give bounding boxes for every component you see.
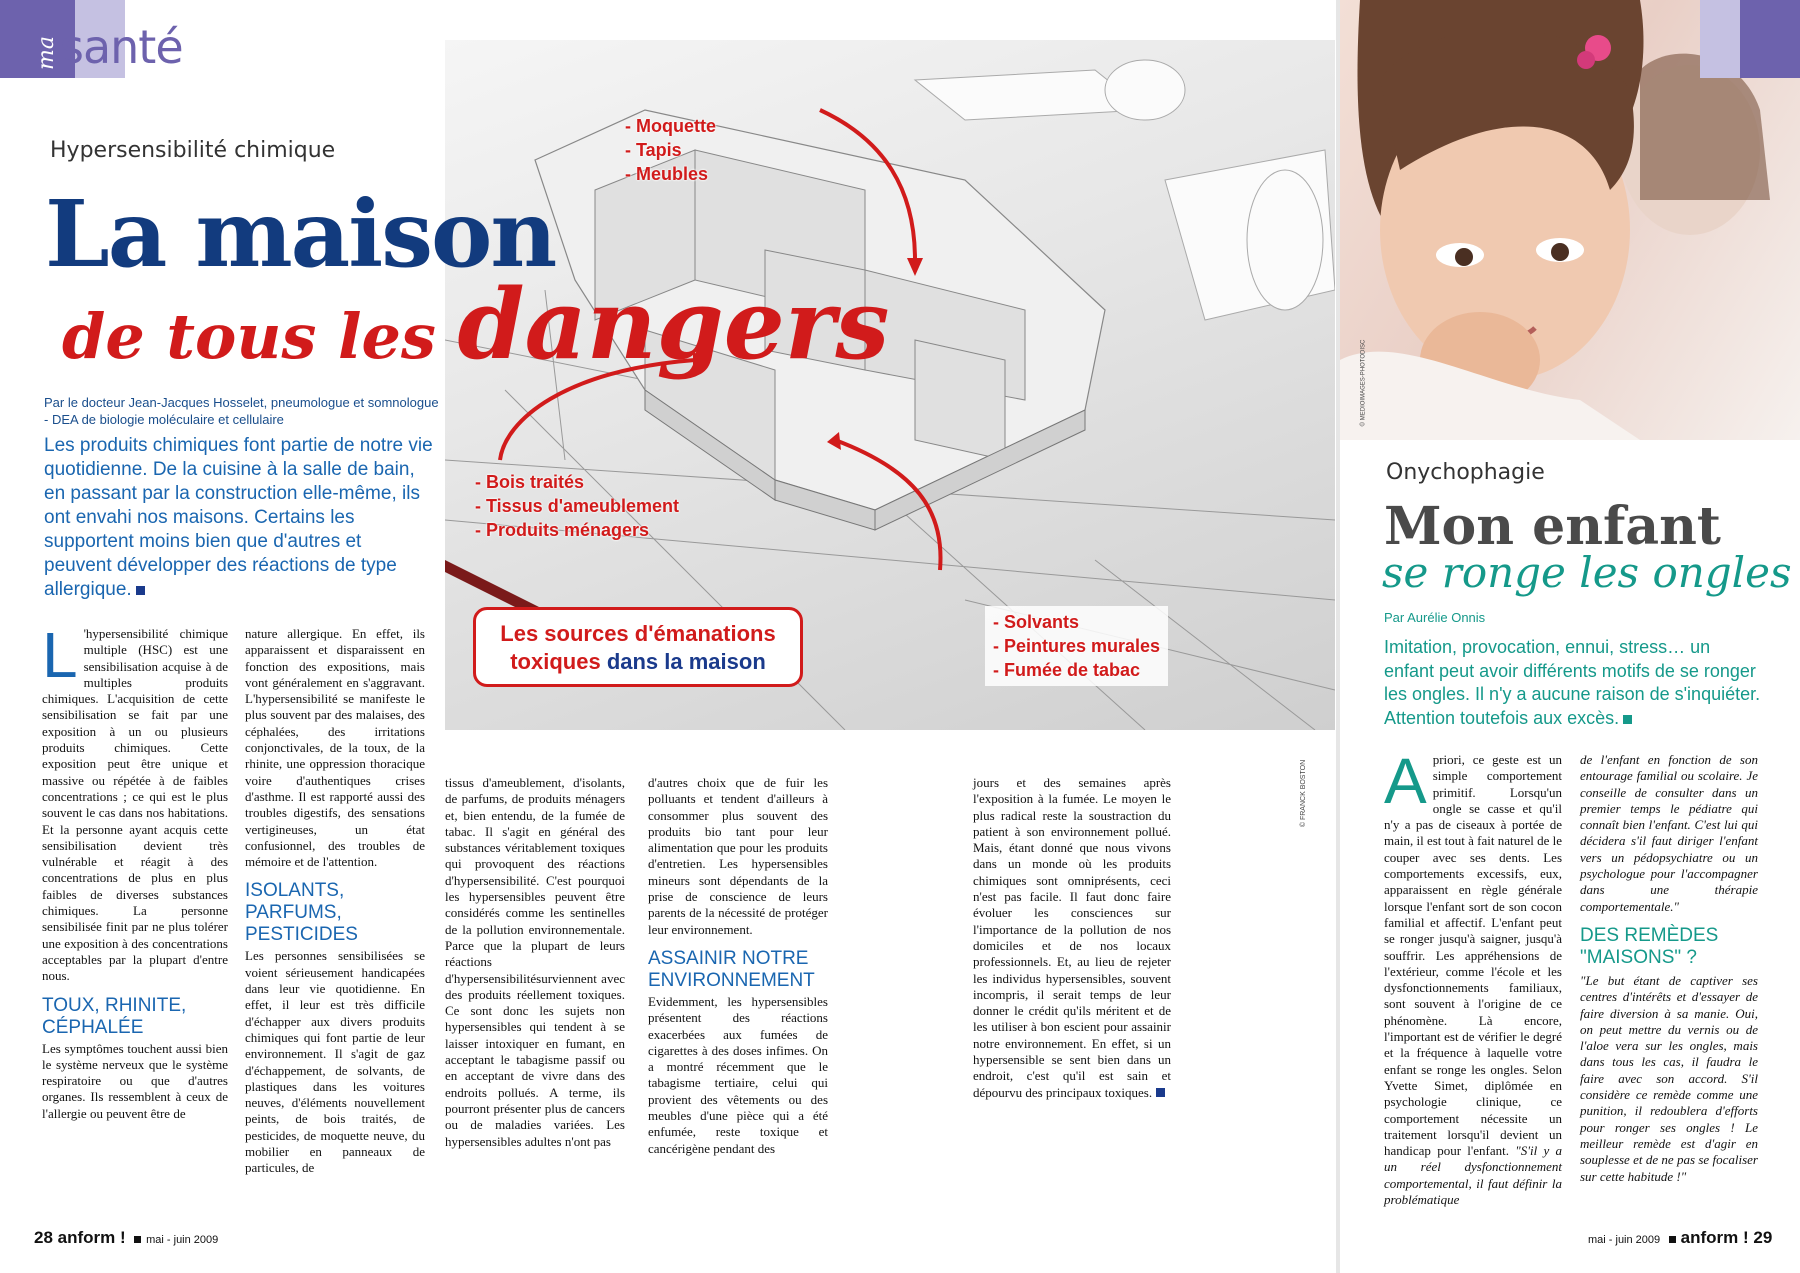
sources-line1: Les sources d'émanations bbox=[500, 621, 776, 646]
section-label-ma: ma bbox=[34, 36, 59, 70]
article-lead bbox=[44, 434, 434, 602]
col4-paragraph1: d'autres choix que de fuir les polluants et tendent d'ailleurs à consommer plus souvent des produits bio tant pour leur alimentation que pour les produits d'entretien. Les hypersensibles mineurs sont dépendants de la prise de conscience de leurs parents de la nécessité de protéger leur environnement. bbox=[648, 775, 828, 937]
section-tab-right bbox=[1740, 0, 1800, 78]
col1-paragraph2: Les symptômes touchent aussi bien le système nerveux que le système respiratoire ou que d'autres organes. Ils ressemblent à ceux de l'allergie ou peuvent être de bbox=[42, 1040, 228, 1121]
end-square-icon bbox=[1156, 1088, 1165, 1097]
col3-paragraph1: tissus d'ameublement, d'isolants, de parfums, de produits ménagers et, bien entendu, de la fumée de tabac. Il s'agit en général des substances véritablement toxiques qui provoquent des réactions d'hypersensibilité. C'est pourquoi les hypersensibles peuvent être considérés comme les sentinelles de la pollution environnementale. Parce que la plupart de leurs réactions d'hypersensibilitésurviennent avec des produits réellement toxiques. Ce sont donc les sujets non hypersensibles qui tendent à se laisser intoxiquer en fumant, en acceptant le tabagisme passif ou en acceptant de vivre dans des endroits pollués. A terme, ils pourront présenter plus de cancers ou de maladies variées. Les hypersensibles adultes n'ont pas bbox=[445, 775, 625, 1149]
label-group-top bbox=[625, 114, 716, 186]
subheading-toux: TOUX, RHINITE, CÉPHALÉE bbox=[42, 994, 187, 1038]
r-col2-paragraph1: de l'enfant en fonction de son entourage familial ou scolaire. Je conseille de consulter dans un premier temps le pédiatre qui connaît bien l'enfant. C'est lui qui décidera s'il faut diriger l'enfant vers un pédopsychiatre ou un psychologue pour l'accompagner dans une thérapie comportementale." bbox=[1580, 752, 1758, 914]
title-line2-small: de tous les bbox=[62, 300, 458, 373]
label-solvants: - Solvants bbox=[993, 612, 1080, 632]
dropcap: L bbox=[42, 619, 78, 691]
r-col1-paragraph1: priori, ce geste est un simple comportement primitif. Lorsqu'un ongle se casse et qu'il n'y a pas de ciseaux à portée de main, il est tout à fait naturel de le couper avec ses dents. Les comportements excessifs, eux, apparaissent en règle générale lorsque l'enfant sort de son cocon familial et affectif. L'enfant peut se ronger jusqu'à saigner, jusqu'à souffrir. Les appréhensions de l'extérieur, comme l'école et les dysfonctionnements familiaux, sont souvent à l'origine de ce phénomène. Là encore, l'important est de vérifier le degré et la fréquence à laquelle votre enfant se ronge les ongles. Selon Yvette Simet, diplômée en psychologie clinique, ce comportement nécessite un traitement lorsqu'il devient un handicap pour l'enfant. bbox=[1384, 752, 1562, 1159]
sources-line2-blue: dans la maison bbox=[606, 649, 766, 674]
article-title-line1: La maison bbox=[45, 180, 556, 288]
magazine-name-left: anform ! bbox=[57, 1228, 126, 1247]
label-produits-menagers: - Produits ménagers bbox=[475, 520, 650, 540]
footer-square-icon bbox=[134, 1236, 141, 1243]
r-text-column-2 bbox=[1580, 752, 1758, 1185]
label-moquette: - Moquette bbox=[625, 116, 716, 136]
sources-callout bbox=[473, 607, 803, 687]
section-tab-accent-right bbox=[1700, 0, 1740, 78]
r-text-column-1 bbox=[1384, 745, 1562, 1208]
text-column-3 bbox=[445, 775, 625, 1150]
text-column-5 bbox=[973, 775, 1171, 1101]
lead-text: Les produits chimiques font partie de notre vie quotidienne. De la cuisine à la salle de bain, en passant par la construction elle-même, ils ont envahi nos maisons. Certains les supportent moins bien que d'autres et peuvent développer des réactions de type allergique. bbox=[44, 435, 433, 600]
article2-title-line1: Mon enfant bbox=[1384, 496, 1721, 557]
subheading-remedes: DES REMÈDES "MAISONS" ? bbox=[1580, 924, 1719, 968]
title-line2-big: dangers bbox=[457, 268, 890, 381]
col5-paragraph1: jours et des semaines après l'exposition à la fumée. Le moyen le plus radical reste la soustraction du patient à son environnement pollué. Mais, étant donné que nous vivons dans un monde où les produits chimiques sont omniprésents, ceci n'est pas facile. Il faut donc faire évoluer les consciences sur l'importance de la pollution de nos domiciles et de nos locaux professionnels. Et, au lieu de rejeter les individus hypersensibles, souvent incompris, il serait temps de leur donner le crédit qu'ils méritent et de les utiliser à bon escient pour assainir notre environnement. En effet, si un hypersensible se sent bien dans un endroit, c'est qu'il est sain et dépourvu des principaux toxiques. bbox=[973, 775, 1171, 1100]
sources-line2-red: toxiques bbox=[510, 649, 607, 674]
issue-date-left: mai - juin 2009 bbox=[146, 1234, 219, 1246]
label-group-bottom bbox=[985, 606, 1168, 686]
label-group-left bbox=[475, 470, 679, 542]
label-fumee: - Fumée de tabac bbox=[993, 660, 1141, 680]
page-number-right: 29 bbox=[1753, 1228, 1773, 1247]
article2-kicker: Onychophagie bbox=[1386, 460, 1545, 485]
footer-left bbox=[34, 1228, 218, 1248]
dropcap-right: A bbox=[1384, 745, 1427, 817]
issue-date-right: mai - juin 2009 bbox=[1588, 1234, 1661, 1246]
footer-square-icon bbox=[1669, 1236, 1676, 1243]
end-square-icon bbox=[136, 586, 145, 595]
label-tissus: - Tissus d'ameublement bbox=[475, 496, 680, 516]
text-column-2 bbox=[245, 626, 425, 1177]
subheading-assainir: ASSAINIR NOTRE ENVIRONNEMENT bbox=[648, 947, 815, 991]
text-column-4 bbox=[648, 775, 828, 1157]
col1-paragraph1: 'hypersensibilité chimique multiple (HSC) est une sensibilisation acquise à de multiples produits chimiques. L'acquisition de cette sensibilisation se fait par une exposition à un ou plusieurs produits chimiques. Cette exposition peut être unique et massive ou répétée à de faibles concentrations ; ce qui est le plus souvent le cas dans nos habitations. Et la personne ayant acquis cette sensibilisation devient très vulnérable et réagit à des concentrations de plus en plus faibles de diverses substances chimiques. La personne sensibilisée finit par ne plus tolérer une exposition à des concentrations acceptables par la plupart d'entre nous. bbox=[42, 626, 228, 984]
page-number-left: 28 bbox=[34, 1228, 53, 1247]
subheading-isolants: ISOLANTS, PARFUMS, PESTICIDES bbox=[245, 880, 358, 946]
col4-paragraph2: Evidemment, les hypersensibles présentent des réactions exacerbées aux fumées de cigarettes à des doses infimes. On a montré récemment que le tabagisme tertiaire, celui qui provient des vêtements ou des meubles d'une pièce qui a été enfumée, reste toxique et cancérigène pendant des bbox=[648, 993, 828, 1156]
col2-paragraph2: Les personnes sensibilisées se voient sérieusement handicapées dans leur vie quotidienne. En effet, il leur est très difficile d'échapper aux divers produits chimiques qui font partie de leur environnement. Il s'agit de gaz d'échappement, de solvants, de plastiques dans les voitures neuves, d'éléments nouvellement peints, de bois traités, de pesticides, de moquette neuve, du mobilier en panneaux de particules, de bbox=[245, 948, 425, 1176]
photo-credit-left: © FRANCK BOSTON bbox=[1300, 759, 1308, 828]
label-bois-traites: - Bois traités bbox=[475, 472, 585, 492]
label-tapis: - Tapis bbox=[625, 140, 682, 160]
end-square-icon bbox=[1623, 715, 1632, 724]
label-meubles: - Meubles bbox=[625, 164, 709, 184]
r-col1-quote: "S'il y a un réel dysfonctionnement comportemental, il faut définir la problématique bbox=[1384, 1143, 1562, 1208]
article2-lead bbox=[1384, 636, 1764, 730]
article-title-line2 bbox=[62, 268, 889, 381]
text-column-1 bbox=[42, 619, 228, 1122]
article-byline: Par le docteur Jean-Jacques Hosselet, pneumologue et somnologue - DEA de biologie moléculaire et cellulaire bbox=[44, 395, 439, 427]
photo-credit-right: © MEDIOIMAGES-PHOTODISC bbox=[1360, 339, 1367, 427]
house-blueprint-illustration bbox=[445, 40, 1335, 730]
col2-paragraph1: nature allergique. En effet, ils apparaissent et disparaissent en fonction des expositions, mais vont généralement en s'aggravant. L'hypersensibilité se manifeste le plus souvent par des malaises, des céphalées, des irritations conjonctivales, de la toux, de la rhinite, une oppression thoracique voire d'authentiques crises d'asthme. Il est rapporté aussi des troubles digestifs, des sensations vertigineuses, un état confusionnel, des troubles de mémoire et de l'attention. bbox=[245, 626, 425, 870]
article2-title-line2: se ronge les ongles bbox=[1382, 548, 1792, 597]
section-label-sante: santé bbox=[60, 20, 183, 74]
article-kicker: Hypersensibilité chimique bbox=[50, 138, 336, 163]
right-page bbox=[1340, 0, 1800, 1273]
article2-byline: Par Aurélie Onnis bbox=[1384, 610, 1486, 625]
r-col2-paragraph2: "Le but étant de captiver ses centres d'intérêts et d'essayer de faire diversion à sa manie. Oui, on peut mettre du vernis ou de l'aloe vera sur les ongles, mais dans tous les cas, il faudra le faire avec son accord. S'il considère ce remède comme une punition, il redoublera d'efforts pour ronger ses ongles ! Le meilleur remède est d'agir en souplesse et de ne pas se focaliser sur cette habitude !" bbox=[1580, 972, 1758, 1184]
magazine-name-right: anform ! bbox=[1680, 1228, 1749, 1247]
label-peintures: - Peintures murales bbox=[993, 636, 1161, 656]
article2-lead-text: Imitation, provocation, ennui, stress… un enfant peut avoir différents motifs de se ronger les ongles. Il n'y a aucune raison de s'inquiéter. Attention toutefois aux excès. bbox=[1384, 637, 1761, 728]
footer-right bbox=[1588, 1228, 1772, 1248]
